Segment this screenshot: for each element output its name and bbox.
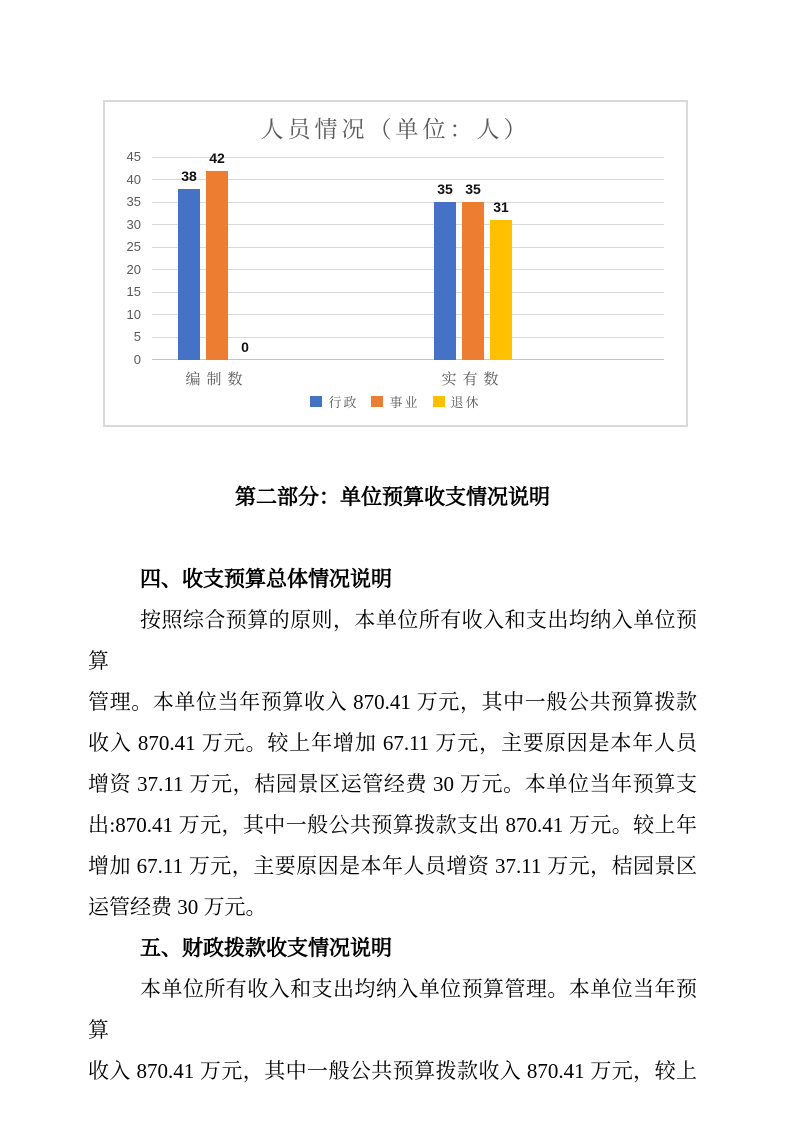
chart-title: 人员情况（单位：人） xyxy=(260,116,531,142)
part2-title: 第二部分：单位预算收支情况说明 xyxy=(235,486,550,509)
chart-gridline xyxy=(152,314,664,315)
bar-data-label: 35 xyxy=(437,181,453,198)
chart-gridline xyxy=(152,179,664,180)
para1-line: 出:870.41 万元，其中一般公共预算拨款支出 870.41 万元。较上年 xyxy=(88,813,697,837)
chart-gridline xyxy=(152,269,664,270)
chart-gridline xyxy=(152,247,664,248)
section4-heading: 四、收支预算总体情况说明 xyxy=(140,568,392,591)
para1-line: 管理。本单位当年预算收入 870.41 万元，其中一般公共预算拨款 xyxy=(88,690,697,714)
legend-item xyxy=(310,392,358,411)
chart-gridline xyxy=(152,202,664,203)
y-axis-tick-label: 30 xyxy=(126,216,141,232)
chart-legend xyxy=(105,392,686,410)
x-axis-category-label: 编制数 xyxy=(185,371,249,388)
x-axis-line xyxy=(152,359,664,360)
chart-bar xyxy=(434,202,456,360)
section5-heading: 五、财政拨款收支情况说明 xyxy=(140,937,392,960)
y-axis-tick-label: 10 xyxy=(126,306,141,322)
y-axis-tick-label: 5 xyxy=(133,329,141,345)
legend-swatch xyxy=(310,396,322,407)
para1-line: 按照综合预算的原则，本单位所有收入和支出均纳入单位预算 xyxy=(88,608,697,673)
chart-bar xyxy=(462,202,484,360)
chart-bar xyxy=(490,220,512,360)
para1-line: 增加 67.11 万元，主要原因是本年人员增资 37.11 万元，桔园景区 xyxy=(88,854,697,878)
para2-line: 本单位所有收入和支出均纳入单位预算管理。本单位当年预算 xyxy=(88,977,697,1042)
chart-bar xyxy=(178,189,200,360)
para2-line: 收入 870.41 万元，其中一般公共预算拨款收入 870.41 万元，较上 xyxy=(88,1059,697,1083)
y-axis-tick-label: 0 xyxy=(133,352,141,367)
bar-data-label: 31 xyxy=(493,199,509,216)
bar-data-label: 35 xyxy=(465,181,481,198)
x-axis-category-label: 实有数 xyxy=(441,371,505,388)
document-body xyxy=(88,477,697,1092)
legend-label: 退休 xyxy=(450,394,481,410)
chart-gridline xyxy=(152,337,664,338)
legend-swatch xyxy=(433,396,445,407)
y-axis-tick-label: 25 xyxy=(126,239,141,255)
bar-data-label: 38 xyxy=(181,167,197,184)
y-axis-tick-label: 35 xyxy=(126,194,141,210)
y-axis-tick-label: 40 xyxy=(126,171,141,187)
personnel-bar-chart xyxy=(103,100,688,427)
para1-line: 运管经费 30 万元。 xyxy=(88,895,267,919)
y-axis-tick-label: 45 xyxy=(126,149,141,164)
legend-swatch xyxy=(371,396,383,407)
chart-bar xyxy=(206,171,228,360)
legend-item xyxy=(433,392,481,411)
legend-label: 行政 xyxy=(328,394,359,410)
bar-data-label: 0 xyxy=(241,339,249,355)
legend-label: 事业 xyxy=(389,394,420,410)
bar-data-label: 42 xyxy=(209,149,225,166)
chart-gridline xyxy=(152,292,664,293)
chart-gridline xyxy=(152,224,664,225)
legend-item xyxy=(371,392,419,411)
y-axis-tick-label: 20 xyxy=(126,261,141,277)
blank-line xyxy=(88,518,697,559)
para1-line: 收入 870.41 万元。较上年增加 67.11 万元，主要原因是本年人员 xyxy=(88,731,697,755)
chart-plot-area xyxy=(152,149,664,360)
y-axis-tick-label: 15 xyxy=(126,284,141,300)
para1-line: 增资 37.11 万元，桔园景区运管经费 30 万元。本单位当年预算支 xyxy=(88,772,697,796)
